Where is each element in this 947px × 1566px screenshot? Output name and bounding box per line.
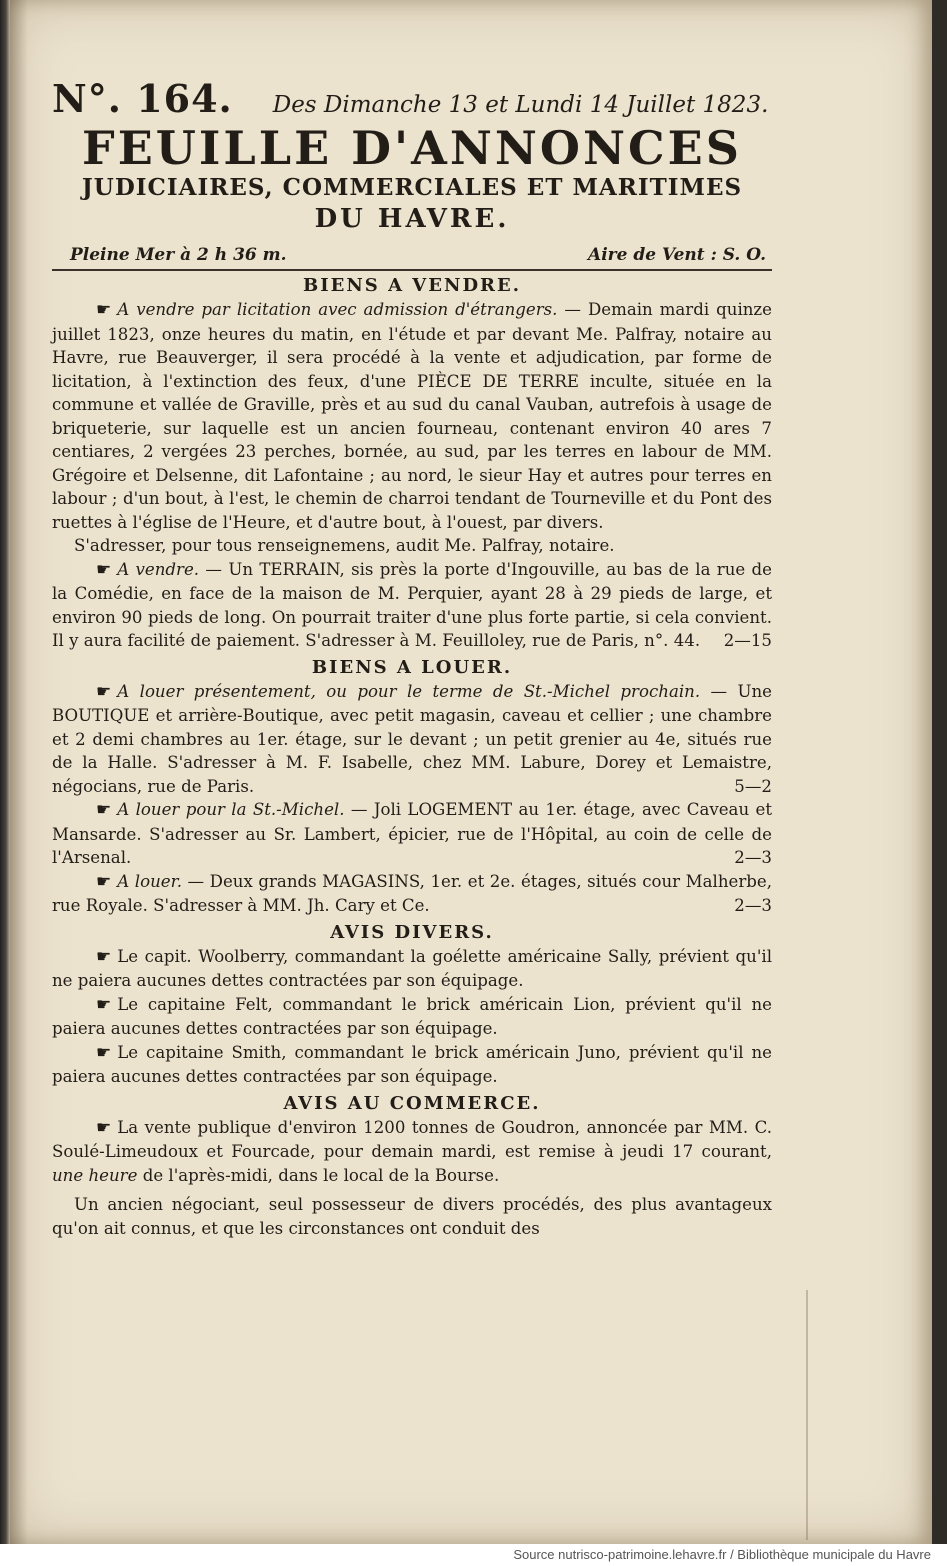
source-credit: Source nutrisco-patrimoine.lehavre.fr / Bibliothèque municipale du Havre (513, 1547, 931, 1562)
notice-capitaine-woolberry (52, 945, 772, 993)
notice-text: de l'après-midi, dans le local de la Bourse. (137, 1165, 500, 1185)
notice-text: La vente publique d'environ 1200 tonnes de Goudron, annoncée par MM. C. Soulé-Limeudoux et Fourcade, pour demain mardi, est remise à jeudi 17 courant, (52, 1117, 772, 1161)
notice-reference: 2—15 (723, 631, 772, 650)
notice-capitaine-felt (52, 993, 772, 1041)
newspaper-city: DU HAVRE. (314, 204, 510, 234)
masthead-top-line (52, 76, 772, 121)
notice-text: — Demain mardi quinze juillet 1823, onze heures du matin, en l'étude et par devant Me. Palfray, notaire au Havre, rue Beauverger, il sera procédé à la vente et adjudication, par forme de licitation, à l'extinction des feux, d'une PIÈCE DE TERRE inculte, située en la commune et vallée de Graville, près et au sud du canal Vauban, autrefois à usage de briqueterie, sur laquelle est un ancien fourneau, contenant environ 40 ares 7 centiares, 2 vergées 23 perches, bornée, au sud, par les terres en labour de MM. Grégoire et Delsenne, dit Lafontaine ; au nord, le sieur Hay et autres pour terres en labour ; d'un bout, à l'est, le chemin de charroi tendant de Tourneville et du Pont des ruettes à l'église de l'Heure, et d'autre bout, à l'ouest, par divers. (52, 300, 772, 532)
high-tide: Pleine Mer à 2 h 36 m. (70, 245, 287, 265)
notice-ancien-negociant: Un ancien négociant, seul possesseur de divers procédés, des plus avantageux qu'on ait connus, et que les circonstances ont conduit des (52, 1195, 772, 1238)
notice-capitaine-smith (52, 1041, 772, 1089)
notice-vente-licitation (52, 298, 772, 534)
newspaper-content (52, 76, 772, 1240)
page-fold-shadow (10, 0, 28, 1544)
notice-reference: 2—3 (734, 848, 772, 867)
notice-text: Le capitaine Smith, commandant le brick américain Juno, prévient qu'il ne paiera aucunes dettes contractées par son équipage. (52, 1042, 772, 1086)
notice-text: — Deux grands MAGASINS, 1er. et 2e. étages, situés cour Malherbe, rue Royale. S'adresser à MM. Jh. Cary et Ce. (52, 871, 772, 915)
pointing-hand-icon: ☛ (96, 871, 112, 892)
notice-vente-terrain (52, 558, 772, 653)
book-binding (0, 0, 10, 1544)
notice-intro: A louer pour la St.-Michel. (117, 800, 345, 819)
notice-louer-boutique (52, 680, 772, 799)
wind-direction: Aire de Vent : S. O. (588, 245, 766, 265)
section-heading-avis-divers: AVIS DIVERS. (330, 921, 494, 943)
notice-text: — Une BOUTIQUE et arrière-Boutique, avec petit magasin, caveau et cellier ; une chambre et 2 demi chambres au 1er. étage, sur le devant ; un petit grenier au 4e, situés rue de la Halle. S'adresser à M. F. Isabelle, chez MM. Labure, Dorey et Lemaistre, négocians, rue de Paris. (52, 681, 772, 796)
pointing-hand-icon: ☛ (96, 300, 112, 320)
notice-text: — Un TERRAIN, sis près la porte d'Ingouville, au bas de la rue de la Comédie, en face de la maison de M. Perquier, ayant 28 à 29 pieds de large, et environ 90 pieds de long. On pourrait traiter d'une plus forte partie, si cela convient. Il y aura facilité de paiement. S'adresser à M. Feuilloley, rue de Paris, n°. 44. (52, 559, 772, 650)
notice-emphasis: une heure (52, 1165, 138, 1185)
notice-reference: 2—3 (734, 896, 772, 915)
notice-intro: A louer présentement, ou pour le terme de St.-Michel prochain. (117, 681, 701, 701)
pointing-hand-icon: ☛ (96, 1042, 112, 1063)
library-stamp (806, 1290, 858, 1540)
pointing-hand-icon: ☛ (96, 946, 112, 967)
tide-info (52, 245, 772, 271)
newspaper-title: FEUILLE D'ANNONCES (82, 121, 742, 175)
notice-text: — Joli LOGEMENT au 1er. étage, avec Caveau et Mansarde. S'adresser au Sr. Lambert, épicier, rue de l'Hôpital, au coin de celle de l'Arsenal. (52, 800, 772, 867)
section-heading-biens-vendre: BIENS A VENDRE. (303, 275, 521, 296)
notice-reference: 5—2 (734, 776, 772, 796)
pointing-hand-icon: ☛ (96, 994, 112, 1015)
issue-number: N°. 164. (52, 76, 233, 121)
notice-vente-goudron (52, 1116, 772, 1188)
source-footer (0, 1544, 947, 1566)
section-heading-biens-louer: BIENS A LOUER. (311, 656, 513, 678)
notice-text: Le capit. Woolberry, commandant la goélette américaine Sally, prévient qu'il ne paiera aucunes dettes contractées par son équipage. (52, 946, 772, 990)
notice-intro: A vendre. (117, 559, 200, 579)
notice-intro: A louer. (117, 871, 182, 891)
notice-contact: S'adresser, pour tous renseignemens, audit Me. Palfray, notaire. (74, 536, 615, 555)
newspaper-subtitle: JUDICIAIRES, COMMERCIALES ET MARITIMES (81, 174, 743, 201)
section-heading-avis-commerce: AVIS AU COMMERCE. (283, 1092, 541, 1114)
notice-louer-magasins (52, 870, 772, 918)
pointing-hand-icon: ☛ (96, 559, 112, 580)
pointing-hand-icon: ☛ (96, 681, 112, 702)
notice-text: Le capitaine Felt, commandant le brick américain Lion, prévient qu'il ne paiera aucunes dettes contractées par son équipage. (52, 994, 772, 1038)
notice-louer-logement (52, 798, 772, 870)
pointing-hand-icon: ☛ (96, 1117, 112, 1138)
notice-intro: A vendre par licitation avec admission d'étrangers. (117, 300, 558, 319)
pointing-hand-icon: ☛ (96, 800, 112, 820)
issue-date: Des Dimanche 13 et Lundi 14 Juillet 1823. (272, 92, 769, 118)
